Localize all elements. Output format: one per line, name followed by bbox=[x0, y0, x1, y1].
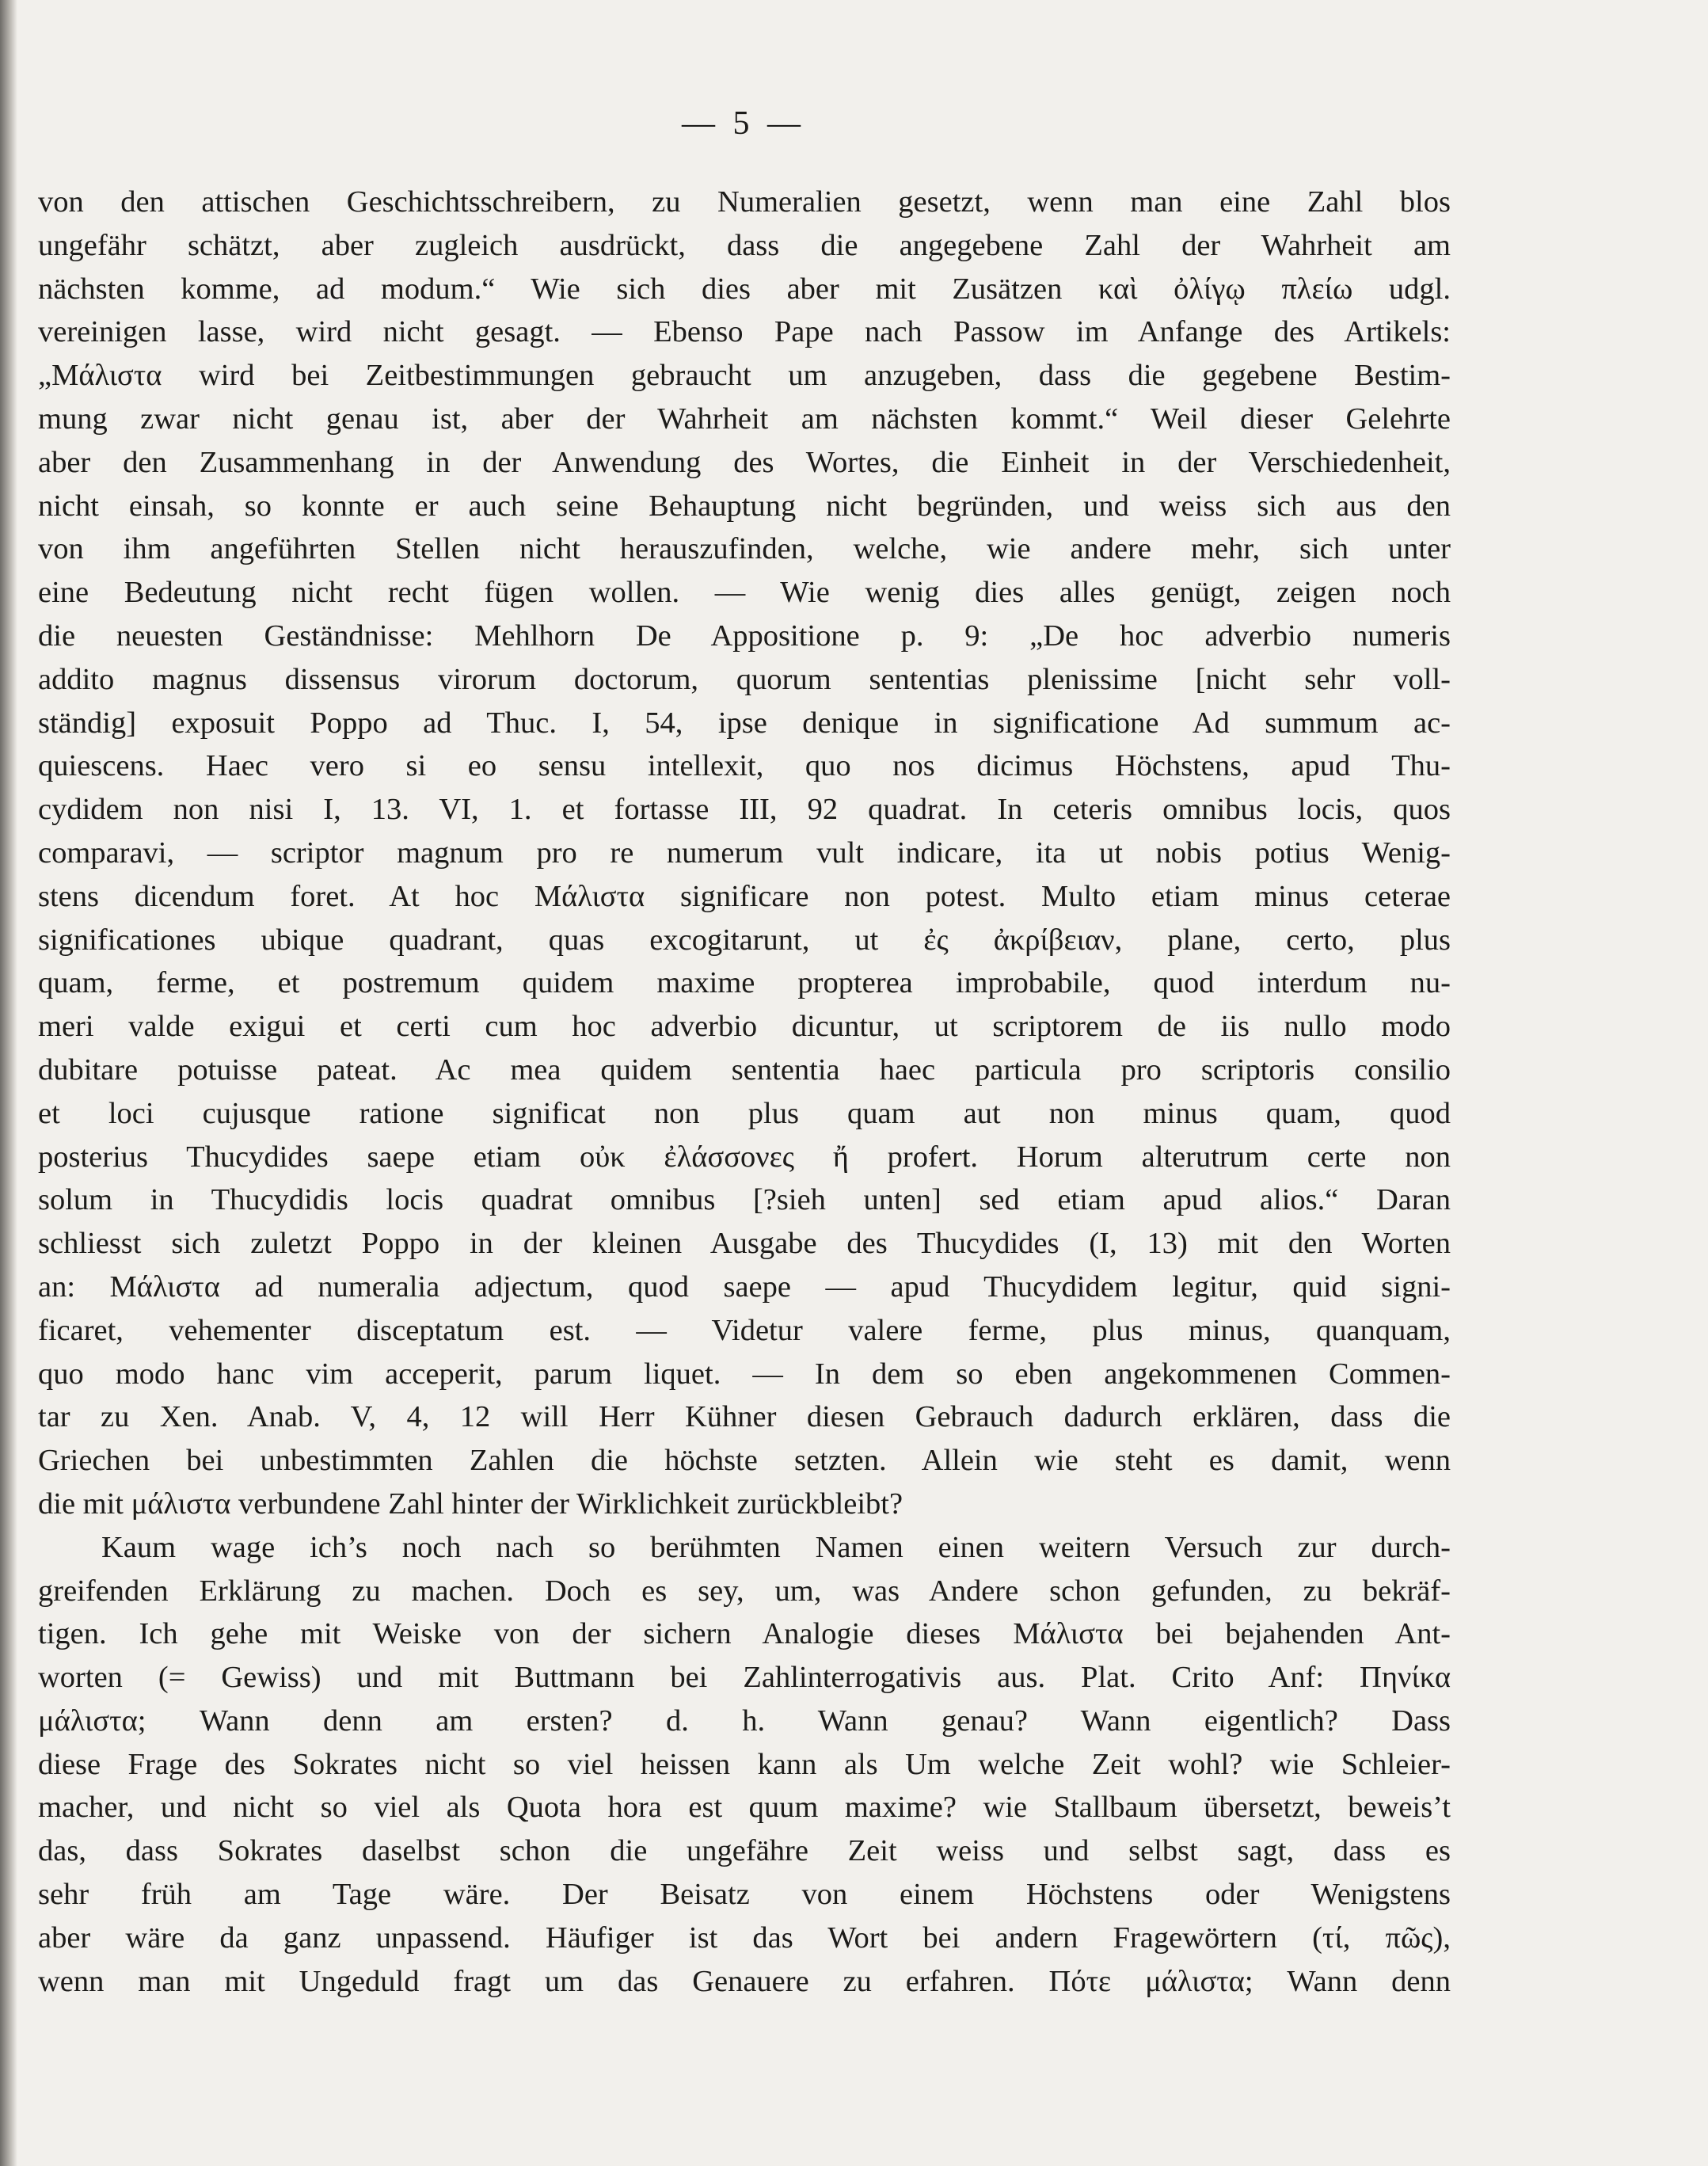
text-line: cydidem non nisi I, 13. VI, 1. et fortasse III, 92 quadrat. In ceteris omnibus locis, quos bbox=[38, 793, 1451, 827]
text-line: posterius Thucydides saepe etiam οὐκ ἐλάσσονες ἤ profert. Horum alterutrum certe non bbox=[38, 1140, 1451, 1174]
text-line: et loci cujusque ratione significat non plus quam aut non minus quam, quod bbox=[38, 1096, 1451, 1130]
text-line: schliesst sich zuletzt Poppo in der kleinen Ausgabe des Thucydides (I, 13) mit den Worten bbox=[38, 1227, 1451, 1261]
text-line: nächsten komme, ad modum.“ Wie sich dies aber mit Zusätzen καὶ ὀλίγῳ πλείω udgl. bbox=[38, 272, 1451, 306]
text-line: dubitare potuisse pateat. Ac mea quidem sententia haec particula pro scriptoris consilio bbox=[38, 1053, 1451, 1087]
text-line: quiescens. Haec vero si eo sensu intellexit, quo nos dicimus Höchstens, apud Thu- bbox=[38, 749, 1451, 783]
text-line: μάλιστα; Wann denn am ersten? d. h. Wann genau? Wann eigentlich? Dass bbox=[38, 1703, 1451, 1738]
text-line: vereinigen lasse, wird nicht gesagt. — Ebenso Pape nach Passow im Anfange des Artikels: bbox=[38, 315, 1451, 349]
text-line: worten (= Gewiss) und mit Buttmann bei Zahlinterrogativis aus. Plat. Crito Anf: Πηνίκα bbox=[38, 1661, 1451, 1695]
text-line: „Μάλιστα wird bei Zeitbestimmungen gebraucht um anzugeben, dass die gegebene Bestim- bbox=[38, 359, 1451, 393]
text-line: tigen. Ich gehe mit Weiske von der sichern Analogie dieses Μάλιστα bei bejahenden Ant- bbox=[38, 1617, 1451, 1651]
text-line: solum in Thucydidis locis quadrat omnibus [?sieh unten] sed etiam apud alios.“ Daran bbox=[38, 1183, 1451, 1217]
text-line: stens dicendum foret. At hoc Μάλιστα significare non potest. Multo etiam minus ceterae bbox=[38, 879, 1451, 913]
text-line: eine Bedeutung nicht recht fügen wollen. — Wie wenig dies alles genügt, zeigen noch bbox=[38, 576, 1451, 610]
text-line: tar zu Xen. Anab. V, 4, 12 will Herr Kühner diesen Gebrauch dadurch erklären, dass die bbox=[38, 1400, 1451, 1434]
text-line: mung zwar nicht genau ist, aber der Wahrheit am nächsten kommt.“ Weil dieser Gelehrte bbox=[38, 402, 1451, 436]
text-line: von den attischen Geschichtsschreibern, zu Numeralien gesetzt, wenn man eine Zahl blos bbox=[38, 185, 1451, 219]
text-line: quam, ferme, et postremum quidem maxime propterea improbabile, quod interdum nu- bbox=[38, 966, 1451, 1000]
text-line: nicht einsah, so konnte er auch seine Behauptung nicht begründen, und weiss sich aus den bbox=[38, 489, 1451, 523]
text-line: an: Μάλιστα ad numeralia adjectum, quod saepe — apud Thucydidem legitur, quid signi- bbox=[38, 1270, 1451, 1304]
text-line: aber den Zusammenhang in der Anwendung des Wortes, die Einheit in der Verschiedenheit, bbox=[38, 445, 1451, 479]
text-line: significationes ubique quadrant, quas excogitarunt, ut ἐς ἀκρίβειαν, plane, certo, plus bbox=[38, 923, 1451, 957]
text-line: Kaum wage ich’s noch nach so berühmten Namen einen weitern Versuch zur durch- bbox=[101, 1530, 1451, 1564]
body-text bbox=[38, 181, 1451, 2003]
text-line: aber wäre da ganz unpassend. Häufiger ist das Wort bei andern Fragewörtern (τί, πῶς), bbox=[38, 1920, 1451, 1955]
text-line: von ihm angeführten Stellen nicht herauszufinden, welche, wie andere mehr, sich unter bbox=[38, 532, 1451, 566]
text-line: wenn man mit Ungeduld fragt um das Genauere zu erfahren. Πότε μάλιστα; Wann denn bbox=[38, 1964, 1451, 1998]
text-line: Griechen bei unbestimmten Zahlen die höchste setzten. Allein wie steht es damit, wenn bbox=[38, 1444, 1451, 1478]
book-spine-shadow bbox=[0, 0, 17, 2166]
text-line: comparavi, — scriptor magnum pro re numerum vult indicare, ita ut nobis potius Wenig- bbox=[38, 836, 1451, 870]
text-line: die mit μάλιστα verbundene Zahl hinter der Wirklichkeit zurückbleibt? bbox=[38, 1487, 903, 1521]
text-line: greifenden Erklärung zu machen. Doch es sey, um, was Andere schon gefunden, zu bekräf- bbox=[38, 1574, 1451, 1608]
text-line: ständig] exposuit Poppo ad Thuc. I, 54, ipse denique in significatione Ad summum ac- bbox=[38, 706, 1451, 740]
text-line: macher, und nicht so viel als Quota hora est quum maxime? wie Stallbaum übersetzt, beweis’t bbox=[38, 1791, 1451, 1825]
text-line: ungefähr schätzt, aber zugleich ausdrückt, dass die angegebene Zahl der Wahrheit am bbox=[38, 228, 1451, 262]
page-number: — 5 — bbox=[682, 105, 805, 142]
text-line: sehr früh am Tage wäre. Der Beisatz von einem Höchstens oder Wenigstens bbox=[38, 1878, 1451, 1912]
text-line: quo modo hanc vim acceperit, parum liquet. — In dem so eben angekommenen Commen- bbox=[38, 1357, 1451, 1391]
text-line: meri valde exigui et certi cum hoc adverbio dicuntur, ut scriptorem de iis nullo modo bbox=[38, 1010, 1451, 1044]
text-line: diese Frage des Sokrates nicht so viel heissen kann als Um welche Zeit wohl? wie Schleier- bbox=[38, 1747, 1451, 1781]
text-line: die neuesten Geständnisse: Mehlhorn De Appositione p. 9: „De hoc adverbio numeris bbox=[38, 619, 1451, 653]
text-line: addito magnus dissensus virorum doctorum, quorum sententias plenissime [nicht sehr voll- bbox=[38, 662, 1451, 696]
text-line: ficaret, vehementer disceptatum est. — Videtur valere ferme, plus minus, quanquam, bbox=[38, 1313, 1451, 1347]
text-line: das, dass Sokrates daselbst schon die ungefähre Zeit weiss und selbst sagt, dass es bbox=[38, 1834, 1451, 1868]
